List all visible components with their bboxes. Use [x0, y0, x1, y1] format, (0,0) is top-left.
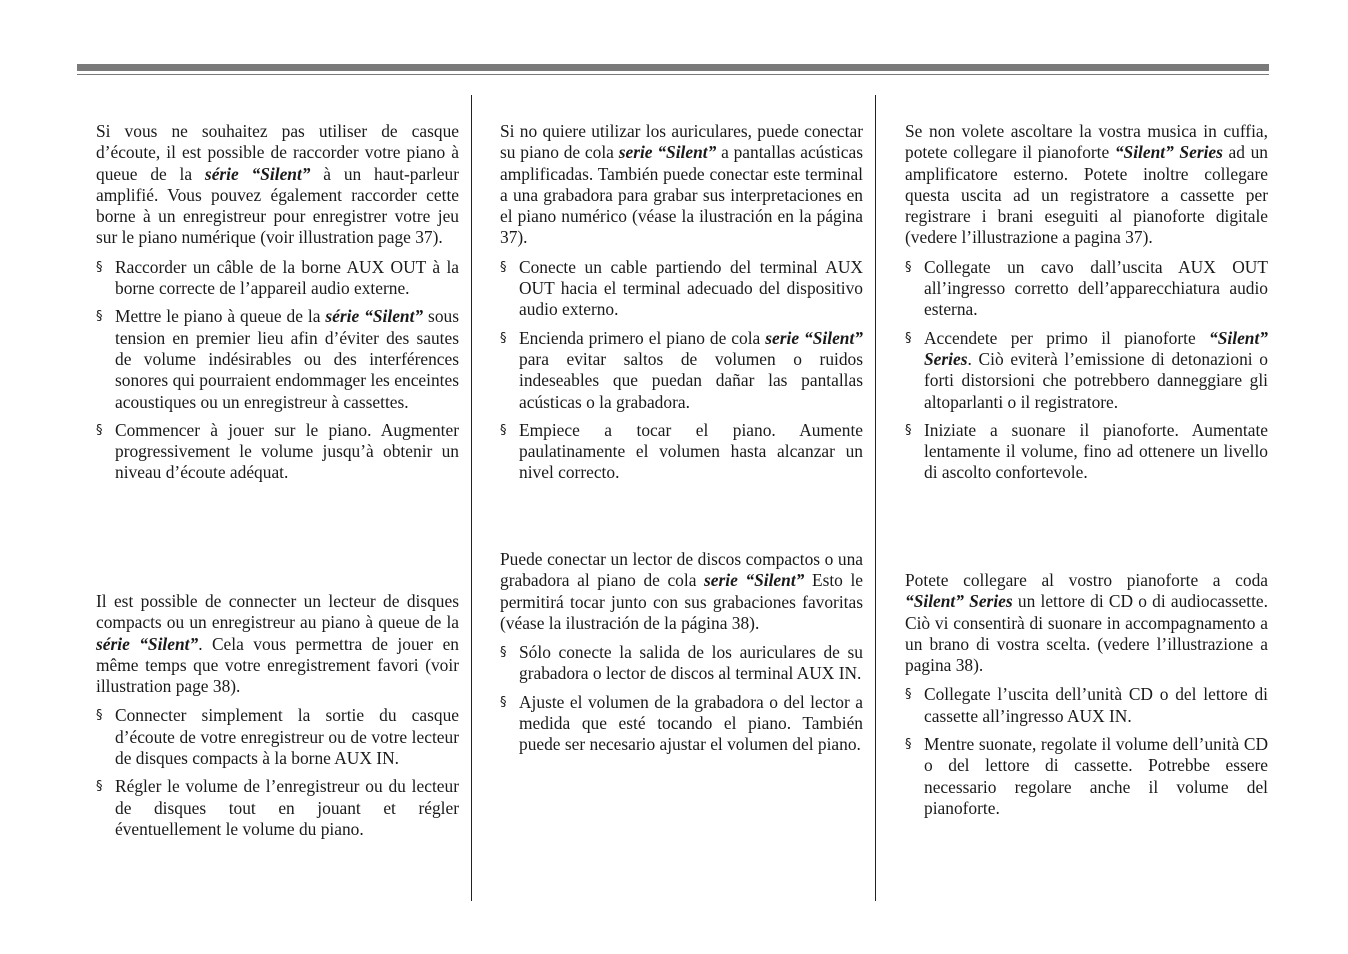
bullet-icon: § [96, 779, 103, 795]
bullet-icon: § [96, 309, 103, 325]
instruction-list [905, 257, 1268, 484]
bullet-icon: § [500, 422, 507, 438]
list-item: § Collegate l’uscita dell’unità CD o del lettore di cassette all’ingresso AUX IN. [905, 684, 1268, 726]
bullet-icon: § [500, 645, 507, 661]
bullet-icon: § [96, 422, 103, 438]
instruction-list [500, 257, 863, 484]
list-item: § Connecter simplement la sortie du casque d’écoute de votre enregistreur ou de votre lecteur de disques compacts à la borne AUX IN. [96, 705, 459, 769]
intro-paragraph: Puede conectar un lector de discos compactos o una grabadora al piano de cola serie “Silent” Esto le permitirá tocar junto con sus grabaciones favoritas (véase la ilustración de la página 38). [500, 549, 863, 633]
list-item: § Régler le volume de l’enregistreur ou du lecteur de disques tout en jouant et régler éventuellement le volume du piano. [96, 776, 459, 839]
intro-paragraph: Potete collegare al vostro pianoforte a coda “Silent” Series un lettore di CD o di audiocassette. Ciò vi consentirà di suonare in accompagnamento a un brano di vostra scelta. (vedere l’illustrazione a pagina 38). [905, 570, 1268, 676]
instruction-list [905, 684, 1268, 819]
list-item: § Mettre le piano à queue de la série “Silent” sous tension en premier lieu afin d’éviter des sautes de volume indésirables ou des interférences sonores qui pourraient endommager les enceintes acoustiques ou un enregistreur à cassettes. [96, 306, 459, 412]
header-rule-thin [77, 74, 1269, 75]
intro-paragraph: Si no quiere utilizar los auriculares, puede conectar su piano de cola serie “Silent” a pantallas acústicas amplificadas. También puede conectar este terminal a una grabadora para grabar sus interpretaciones en el piano numérico (véase la ilustración en la página 37). [500, 121, 863, 248]
bullet-icon: § [905, 687, 912, 703]
instruction-list [96, 705, 459, 840]
list-item: § Accendete per primo il pianoforte “Silent” Series. Ciò eviterà l’emissione di detonazioni o forti distorsioni che potrebbero danneggiare gli altoparlanti o il registratore. [905, 327, 1268, 412]
bullet-icon: § [905, 259, 912, 275]
section-aux-in [500, 549, 863, 763]
bullet-icon: § [905, 330, 912, 346]
list-item: § Conecte un cable partiendo del terminal AUX OUT hacia el terminal adecuado del dispositivo audio externo. [500, 256, 863, 320]
list-item: § Mentre suonate, regolate il volume dell’unità CD o del lettore di cassette. Potrebbe essere necessario regolare anche il volume del pianoforte. [905, 734, 1268, 818]
column-divider [875, 95, 876, 901]
section-aux-in [905, 570, 1268, 826]
bullet-icon: § [500, 694, 507, 710]
instruction-list [500, 642, 863, 755]
column-french [96, 121, 459, 839]
list-item: § Ajuste el volumen de la grabadora o del lector a medida que esté tocando el piano. También puede ser necesario ajustar el volumen del piano. [500, 691, 863, 755]
section-aux-out [500, 121, 863, 484]
bullet-icon: § [905, 737, 912, 753]
intro-paragraph: Si vous ne souhaitez pas utiliser de casque d’écoute, il est possible de raccorder votre piano à queue de la série “Silent” à un haut-parleur amplifié. Vous pouvez également raccorder cette borne à un enregistreur pour enregistrer votre jeu sur le piano numérique (voir illustration page 37). [96, 121, 459, 248]
bullet-icon: § [500, 330, 507, 346]
bullet-icon: § [500, 259, 507, 275]
list-item: § Iniziate a suonare il pianoforte. Aumentate lentamente il volume, fino ad ottenere un livello di ascolto confortevole. [905, 419, 1268, 483]
list-item: § Encienda primero el piano de cola serie “Silent” para evitar saltos de volumen o ruidos indeseables que puedan dañar las pantallas acústicas o la grabadora. [500, 327, 863, 412]
list-item: § Sólo conecte la salida de los auriculares de su grabadora o lector de discos al terminal AUX IN. [500, 642, 863, 684]
instruction-list [96, 257, 459, 484]
list-item: § Empiece a tocar el piano. Aumente paulatinamente el volumen hasta alcanzar un nivel correcto. [500, 419, 863, 483]
column-italian [905, 121, 1268, 818]
intro-paragraph: Se non volete ascoltare la vostra musica in cuffia, potete collegare il pianoforte “Silent” Series ad un amplificatore esterno. Potete inoltre collegare questa uscita ad un registratore a cassette per registrare i brani eseguiti al pianoforte digitale (vedere l’illustrazione a pagina 37). [905, 121, 1268, 248]
bullet-icon: § [96, 708, 103, 724]
section-aux-out [905, 121, 1268, 484]
bullet-icon: § [96, 259, 103, 275]
list-item: § Collegate un cavo dall’uscita AUX OUT all’ingresso corretto dell’apparecchiatura audio esterna. [905, 256, 1268, 320]
list-item: § Raccorder un câble de la borne AUX OUT à la borne correcte de l’appareil audio externe. [96, 256, 459, 299]
header-rule-thick [77, 64, 1269, 71]
intro-paragraph: Il est possible de connecter un lecteur de disques compacts ou un enregistreur au piano à queue de la série “Silent”. Cela vous permettra de jouer en même temps que votre enregistrement favori (voir illustration page 38). [96, 591, 459, 697]
bullet-icon: § [905, 422, 912, 438]
list-item: § Commencer à jouer sur le piano. Augmenter progressivement le volume jusqu’à obtenir un niveau d’écoute adéquat. [96, 419, 459, 483]
column-divider [471, 95, 472, 901]
section-aux-in [96, 591, 459, 847]
column-spanish [500, 121, 863, 755]
section-aux-out [96, 121, 459, 484]
